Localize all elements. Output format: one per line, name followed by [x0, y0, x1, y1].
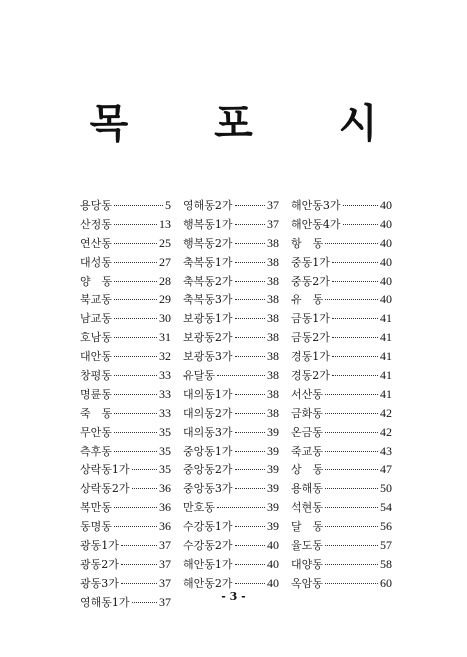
dot-leader — [114, 432, 157, 433]
dot-leader — [121, 545, 157, 546]
toc-entry — [291, 461, 392, 480]
toc-entry-page: 57 — [380, 538, 392, 553]
toc-entry-page: 37 — [267, 216, 279, 231]
dot-leader — [332, 337, 378, 338]
toc-entry-name: 상락동1가 — [80, 463, 130, 477]
dot-leader — [325, 526, 378, 527]
page-title: 목 포 시 — [89, 100, 414, 147]
dot-leader — [325, 469, 378, 470]
toc-entry-name: 측후동 — [80, 444, 112, 458]
toc-entry-page: 40 — [380, 235, 392, 250]
toc-entry-name: 서산동 — [291, 387, 323, 401]
toc-entry — [183, 273, 279, 292]
toc-entry-name: 유 동 — [291, 293, 324, 307]
toc-entry-name: 산정동 — [80, 217, 112, 231]
toc-entry-name: 해안동1가 — [183, 557, 233, 571]
dot-leader — [235, 224, 265, 225]
toc-entry-name: 유달동 — [183, 369, 215, 383]
toc-entry-page: 33 — [159, 368, 171, 383]
toc-entry-name: 보광동3가 — [183, 350, 233, 364]
toc-entry-page: 37 — [159, 575, 171, 590]
dot-leader — [325, 488, 378, 489]
toc-entry — [80, 499, 171, 518]
toc-entry-name: 광동3가 — [80, 576, 119, 590]
toc-entry — [80, 443, 171, 462]
toc-entry-page: 41 — [380, 311, 392, 326]
toc-entry-page: 38 — [267, 349, 279, 364]
toc-entry-page: 40 — [380, 198, 392, 212]
toc-entry-name: 대의동3가 — [183, 425, 233, 439]
dot-leader — [325, 564, 378, 565]
toc-entry-name: 광동1가 — [80, 539, 119, 553]
toc-entry-page: 42 — [380, 424, 392, 439]
toc-entry-name: 축복동3가 — [183, 293, 233, 307]
dot-leader — [114, 281, 157, 282]
toc-entry-page: 39 — [267, 462, 279, 477]
toc-entry-name: 대의동1가 — [183, 387, 233, 401]
toc-entry — [80, 518, 171, 537]
toc-entry-name: 중동1가 — [291, 255, 330, 269]
dot-leader — [235, 356, 265, 357]
dot-leader — [332, 356, 378, 357]
toc-entry — [183, 367, 279, 386]
dot-leader — [332, 375, 378, 376]
toc-entry — [183, 461, 279, 480]
toc-entry — [291, 405, 392, 424]
toc-entry-page: 33 — [159, 386, 171, 401]
toc-entry — [291, 518, 392, 537]
toc-entry-page: 50 — [380, 481, 392, 496]
toc-entry-page: 31 — [159, 330, 171, 345]
dot-leader — [235, 299, 265, 300]
toc-entry-name: 축복동1가 — [183, 255, 233, 269]
table-of-contents — [80, 197, 392, 613]
toc-entry — [291, 291, 392, 310]
toc-entry — [291, 254, 392, 273]
toc-entry — [183, 405, 279, 424]
dot-leader — [235, 451, 265, 452]
toc-entry — [183, 518, 279, 537]
toc-entry — [183, 329, 279, 348]
dot-leader — [325, 394, 378, 395]
toc-entry-page: 37 — [267, 198, 279, 212]
toc-entry-name: 대안동 — [80, 350, 112, 364]
toc-entry — [291, 480, 392, 499]
toc-entry-page: 38 — [267, 292, 279, 307]
toc-entry — [291, 348, 392, 367]
toc-entry-name: 옥암동 — [291, 576, 323, 590]
toc-entry — [80, 329, 171, 348]
toc-entry — [80, 235, 171, 254]
toc-entry — [291, 197, 392, 216]
toc-entry — [80, 197, 171, 216]
toc-entry-page: 30 — [159, 311, 171, 326]
toc-entry — [183, 386, 279, 405]
toc-entry — [291, 273, 392, 292]
toc-entry — [291, 235, 392, 254]
toc-entry-name: 연산동 — [80, 236, 112, 250]
toc-entry-name: 금화동 — [291, 406, 323, 420]
dot-leader — [114, 205, 163, 206]
toc-entry — [80, 254, 171, 273]
toc-entry-page: 40 — [380, 273, 392, 288]
toc-entry-name: 석현동 — [291, 501, 323, 515]
dot-leader — [114, 451, 157, 452]
toc-entry-page: 29 — [159, 292, 171, 307]
dot-leader — [332, 318, 378, 319]
dot-leader — [325, 507, 378, 508]
dot-leader — [114, 299, 157, 300]
toc-entry — [80, 405, 171, 424]
toc-entry — [291, 424, 392, 443]
dot-leader — [235, 583, 265, 584]
dot-leader — [343, 224, 378, 225]
toc-entry-name: 금동2가 — [291, 331, 330, 345]
toc-entry-page: 35 — [159, 443, 171, 458]
toc-entry-name: 축복동2가 — [183, 274, 233, 288]
dot-leader — [114, 243, 157, 244]
toc-entry-page: 47 — [380, 462, 392, 477]
dot-leader — [235, 432, 265, 433]
toc-entry-page: 40 — [267, 575, 279, 590]
toc-entry — [291, 329, 392, 348]
toc-entry-name: 수강동2가 — [183, 539, 233, 553]
toc-column — [80, 197, 171, 613]
toc-entry-page: 40 — [267, 538, 279, 553]
page-number: - 3 - — [221, 590, 246, 603]
toc-entry-name: 중앙동2가 — [183, 463, 233, 477]
toc-entry-page: 32 — [159, 349, 171, 364]
dot-leader — [325, 243, 378, 244]
dot-leader — [114, 224, 157, 225]
toc-entry-name: 온금동 — [291, 425, 323, 439]
toc-entry-page: 41 — [380, 386, 392, 401]
toc-entry-page: 37 — [159, 538, 171, 553]
toc-entry-name: 행복동2가 — [183, 236, 233, 250]
toc-entry-name: 중앙동3가 — [183, 482, 233, 496]
toc-entry — [183, 443, 279, 462]
toc-entry-name: 무안동 — [80, 425, 112, 439]
toc-entry-page: 38 — [267, 405, 279, 420]
toc-entry-page: 38 — [267, 330, 279, 345]
dot-leader — [325, 413, 378, 414]
dot-leader — [235, 243, 265, 244]
toc-entry-page: 39 — [267, 424, 279, 439]
toc-entry — [183, 291, 279, 310]
dot-leader — [114, 337, 157, 338]
dot-leader — [114, 394, 157, 395]
toc-entry — [183, 197, 279, 216]
toc-entry-name: 행복동1가 — [183, 217, 233, 231]
toc-entry-name: 호남동 — [80, 331, 112, 345]
toc-entry-name: 영해동2가 — [183, 199, 233, 212]
toc-entry-page: 39 — [267, 481, 279, 496]
toc-entry — [183, 235, 279, 254]
toc-entry — [80, 310, 171, 329]
toc-entry-name: 경동1가 — [291, 350, 330, 364]
toc-entry — [291, 310, 392, 329]
toc-entry-page: 40 — [267, 556, 279, 571]
toc-entry-page: 41 — [380, 368, 392, 383]
toc-entry-page: 37 — [159, 556, 171, 571]
toc-entry — [80, 461, 171, 480]
toc-entry — [291, 556, 392, 575]
dot-leader — [325, 432, 378, 433]
dot-leader — [121, 564, 157, 565]
toc-entry-name: 창평동 — [80, 369, 112, 383]
toc-entry-name: 율도동 — [291, 539, 323, 553]
toc-entry — [183, 499, 279, 518]
toc-entry-page: 40 — [380, 254, 392, 269]
toc-entry-name: 대성동 — [80, 255, 112, 269]
toc-entry-page: 60 — [380, 575, 392, 590]
toc-entry-name: 항 동 — [291, 236, 324, 250]
toc-entry — [183, 424, 279, 443]
dot-leader — [114, 356, 157, 357]
toc-entry-name: 영해동1가 — [80, 595, 130, 609]
toc-entry-name: 대양동 — [291, 557, 323, 571]
toc-entry-name: 상락동2가 — [80, 482, 130, 496]
toc-entry-name: 중앙동1가 — [183, 444, 233, 458]
dot-leader — [235, 337, 265, 338]
toc-entry-name: 보광동1가 — [183, 312, 233, 326]
toc-entry-page: 28 — [159, 273, 171, 288]
dot-leader — [235, 318, 265, 319]
toc-entry-page: 58 — [380, 556, 392, 571]
toc-entry-page: 38 — [267, 311, 279, 326]
dot-leader — [332, 281, 378, 282]
toc-entry — [80, 424, 171, 443]
toc-entry-page: 54 — [380, 500, 392, 515]
dot-leader — [235, 545, 265, 546]
toc-entry — [291, 499, 392, 518]
toc-entry — [80, 537, 171, 556]
toc-entry-name: 해안동3가 — [291, 199, 341, 212]
toc-entry-page: 35 — [159, 424, 171, 439]
toc-entry — [80, 273, 171, 292]
toc-entry-name: 동명동 — [80, 520, 112, 534]
toc-entry-name: 해안동4가 — [291, 217, 341, 231]
dot-leader — [217, 375, 265, 376]
toc-entry-page: 39 — [267, 443, 279, 458]
dot-leader — [114, 507, 157, 508]
toc-entry-name: 남교동 — [80, 312, 112, 326]
toc-entry — [80, 291, 171, 310]
toc-entry — [183, 480, 279, 499]
toc-entry — [183, 310, 279, 329]
toc-entry-name: 경동2가 — [291, 369, 330, 383]
toc-entry-page: 5 — [165, 198, 171, 212]
dot-leader — [121, 583, 157, 584]
toc-entry-page: 40 — [380, 216, 392, 231]
toc-entry — [291, 443, 392, 462]
toc-entry-name: 금동1가 — [291, 312, 330, 326]
toc-entry — [183, 216, 279, 235]
toc-entry-page: 36 — [159, 481, 171, 496]
toc-entry-name: 북교동 — [80, 293, 112, 307]
toc-entry-page: 38 — [267, 273, 279, 288]
dot-leader — [114, 413, 157, 414]
dot-leader — [325, 299, 378, 300]
toc-column — [183, 197, 279, 613]
dot-leader — [235, 488, 265, 489]
toc-entry-name: 만호동 — [183, 501, 215, 515]
dot-leader — [114, 262, 157, 263]
toc-entry-page: 38 — [267, 368, 279, 383]
dot-leader — [235, 469, 265, 470]
dot-leader — [343, 205, 378, 206]
dot-leader — [235, 526, 265, 527]
toc-entry-page: 13 — [159, 216, 171, 231]
toc-entry-name: 용해동 — [291, 482, 323, 496]
toc-entry — [291, 386, 392, 405]
dot-leader — [325, 545, 378, 546]
dot-leader — [235, 413, 265, 414]
toc-entry — [80, 386, 171, 405]
toc-entry — [80, 367, 171, 386]
toc-entry-name: 수강동1가 — [183, 520, 233, 534]
toc-entry-page: 33 — [159, 405, 171, 420]
dot-leader — [114, 526, 157, 527]
toc-entry-page: 38 — [267, 386, 279, 401]
toc-entry-page: 35 — [159, 462, 171, 477]
dot-leader — [235, 262, 265, 263]
toc-entry-page: 39 — [267, 519, 279, 534]
toc-entry — [80, 348, 171, 367]
dot-leader — [235, 394, 265, 395]
dot-leader — [114, 318, 157, 319]
toc-entry-page: 56 — [380, 519, 392, 534]
toc-entry-page: 37 — [159, 594, 171, 609]
toc-entry-page: 38 — [267, 254, 279, 269]
dot-leader — [235, 205, 265, 206]
toc-entry-name: 명륜동 — [80, 387, 112, 401]
toc-entry-page: 41 — [380, 349, 392, 364]
toc-entry-name: 광동2가 — [80, 557, 119, 571]
toc-entry — [80, 480, 171, 499]
toc-entry-page: 43 — [380, 443, 392, 458]
dot-leader — [325, 583, 378, 584]
toc-entry-name: 양 동 — [80, 274, 113, 288]
toc-entry-page: 42 — [380, 405, 392, 420]
toc-entry — [183, 556, 279, 575]
toc-entry — [291, 367, 392, 386]
dot-leader — [114, 375, 157, 376]
toc-entry-name: 달 동 — [291, 520, 324, 534]
toc-entry-page: 27 — [159, 254, 171, 269]
dot-leader — [235, 564, 265, 565]
dot-leader — [325, 451, 378, 452]
toc-entry-page: 40 — [380, 292, 392, 307]
toc-entry-name: 죽 동 — [80, 406, 113, 420]
toc-column — [291, 197, 392, 613]
toc-entry-name: 보광동2가 — [183, 331, 233, 345]
dot-leader — [217, 507, 265, 508]
toc-entry-name: 해안동2가 — [183, 576, 233, 590]
toc-entry-name: 중동2가 — [291, 274, 330, 288]
toc-entry-page: 36 — [159, 500, 171, 515]
toc-entry — [183, 348, 279, 367]
toc-entry — [183, 537, 279, 556]
toc-entry-name: 용당동 — [80, 199, 112, 212]
toc-entry-page: 36 — [159, 519, 171, 534]
toc-entry-name: 복만동 — [80, 501, 112, 515]
dot-leader — [132, 469, 157, 470]
toc-entry — [291, 216, 392, 235]
toc-entry-page: 25 — [159, 235, 171, 250]
toc-entry-page: 38 — [267, 235, 279, 250]
dot-leader — [332, 262, 378, 263]
dot-leader — [235, 281, 265, 282]
toc-entry — [80, 216, 171, 235]
toc-entry-name: 대의동2가 — [183, 406, 233, 420]
toc-entry-name: 죽교동 — [291, 444, 323, 458]
toc-entry — [80, 556, 171, 575]
toc-entry-name: 상 동 — [291, 463, 324, 477]
toc-entry-page: 39 — [267, 500, 279, 515]
toc-entry-page: 41 — [380, 330, 392, 345]
dot-leader — [132, 488, 157, 489]
toc-entry — [183, 254, 279, 273]
toc-entry — [291, 537, 392, 556]
